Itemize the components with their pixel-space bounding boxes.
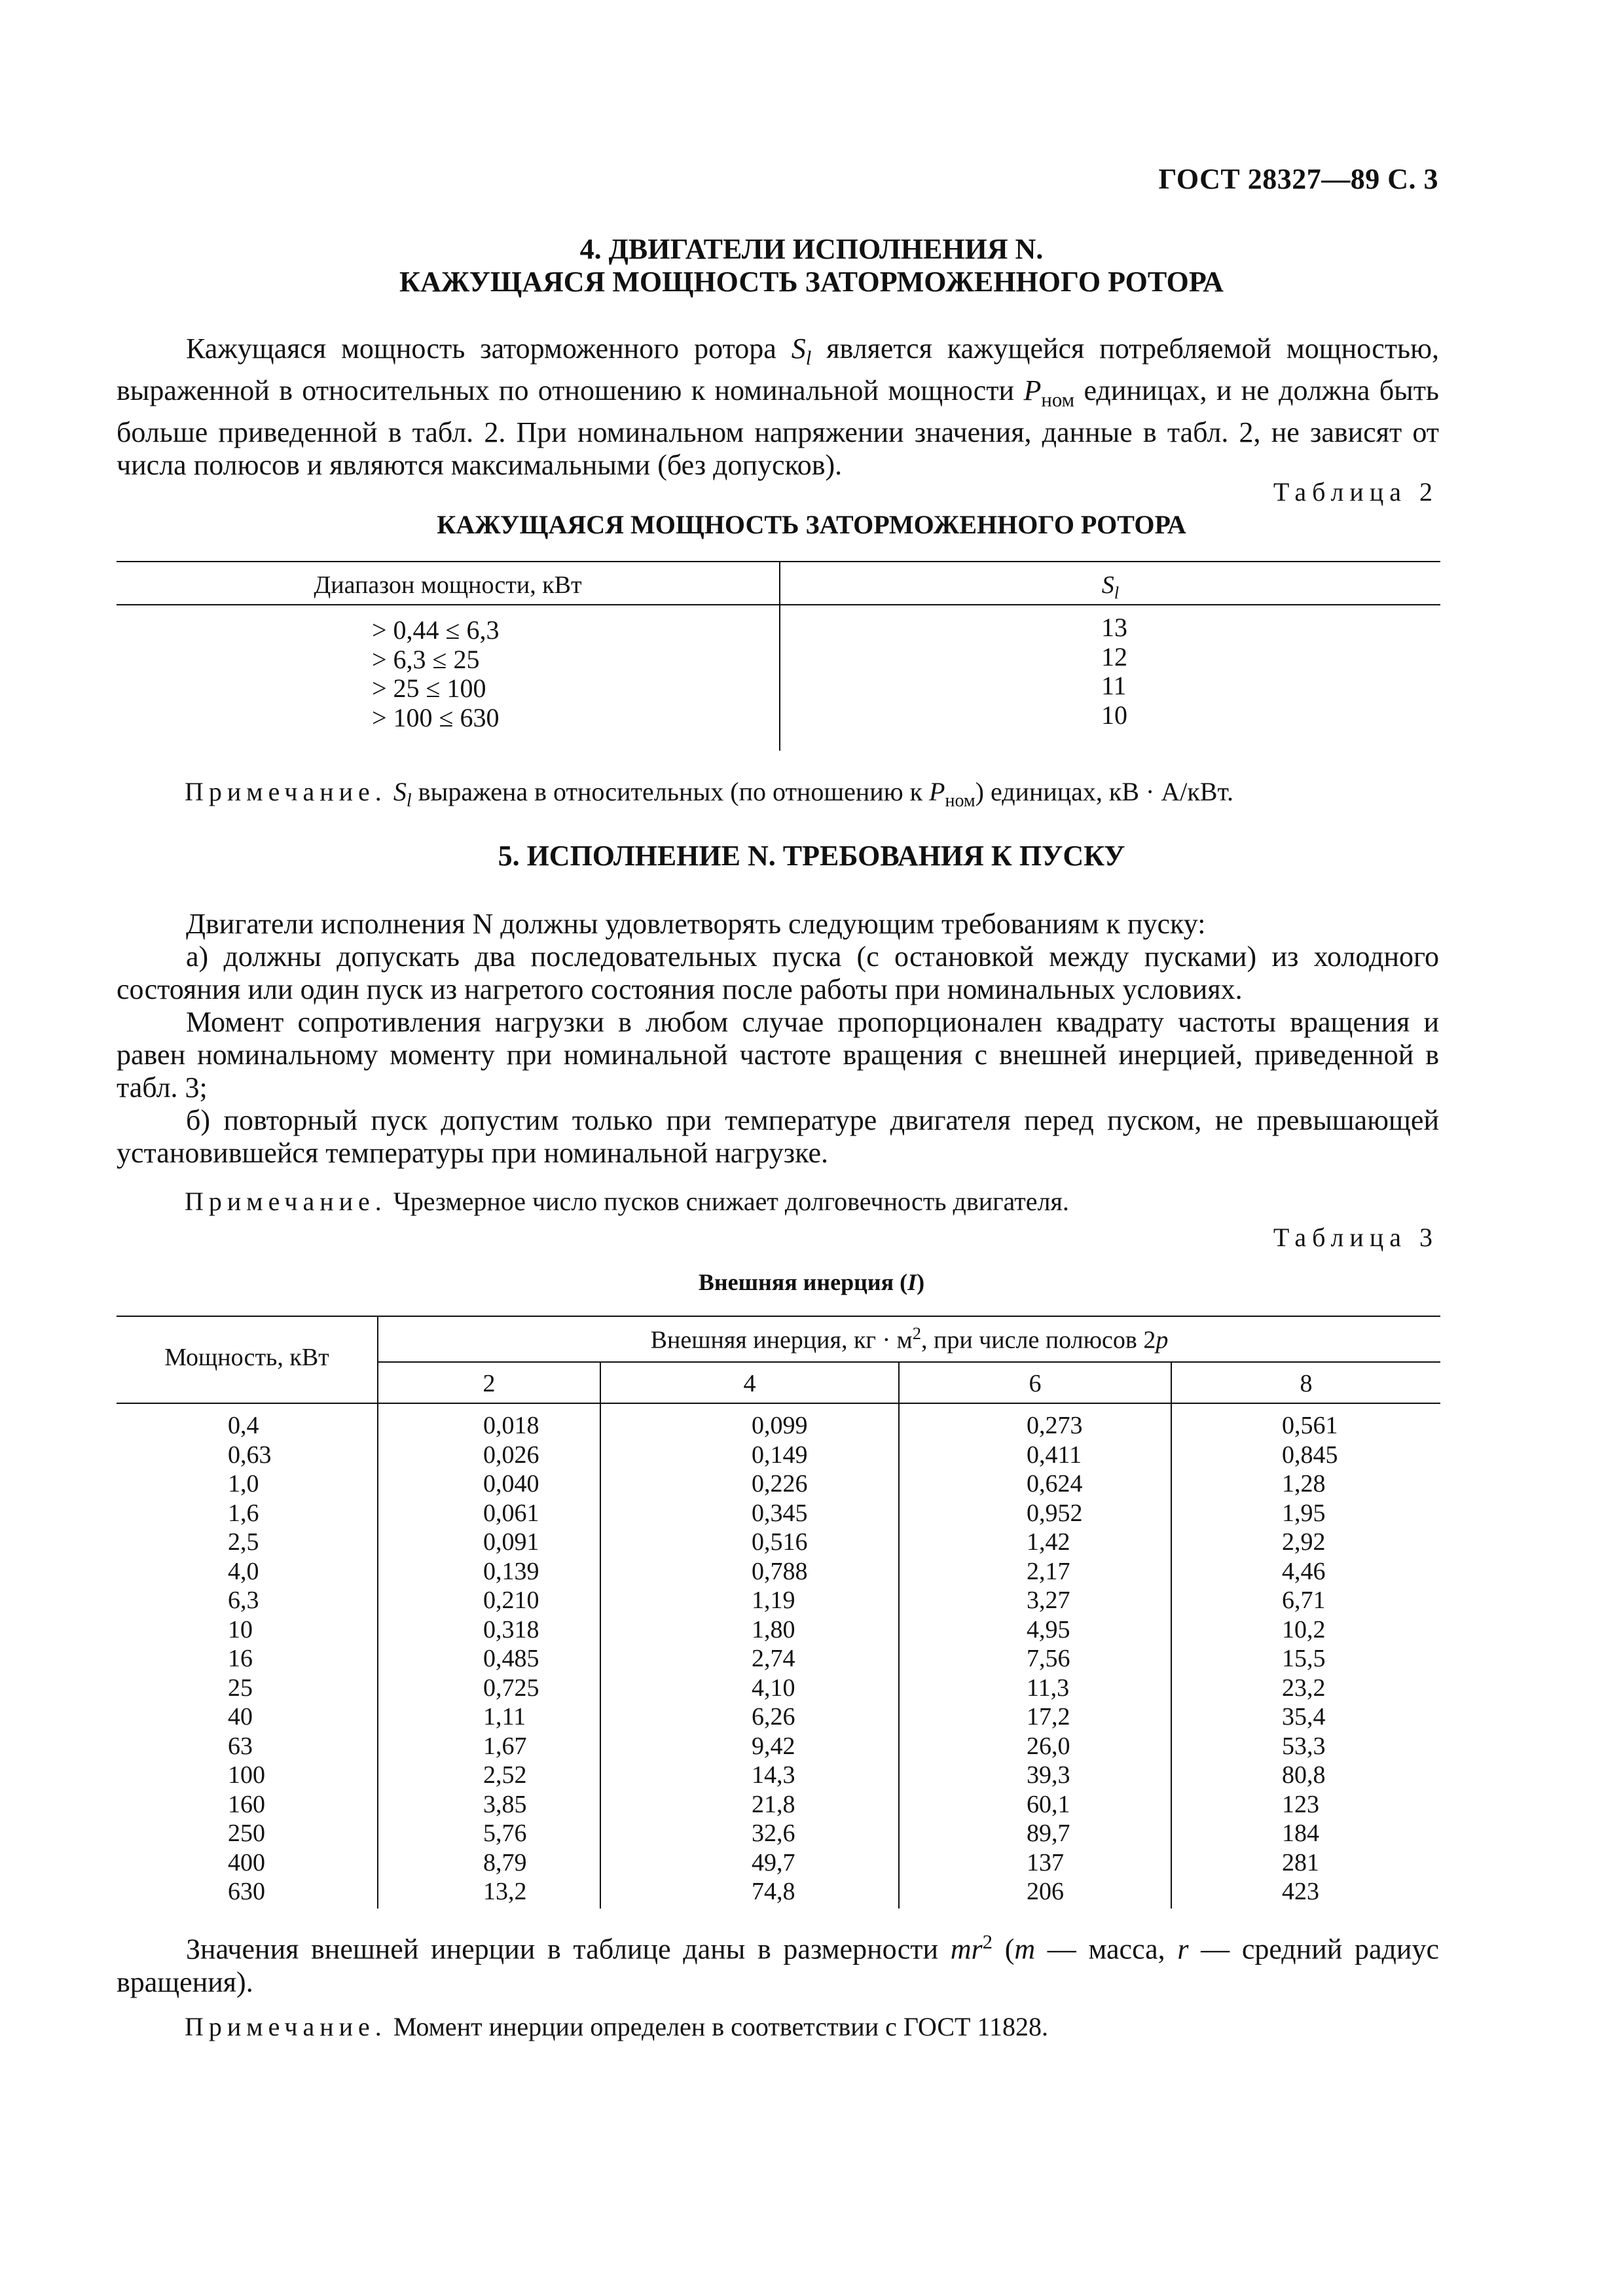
section-4-paragraph [117, 332, 1439, 482]
symbol-p: P [1023, 374, 1042, 406]
table-3-pole-6-cell: 17,2 [1027, 1703, 1070, 1731]
table-3-pole-2-cell: 0,139 [483, 1557, 539, 1585]
table-3-pole-4-cell: 0,516 [752, 1528, 808, 1556]
para-text: Кажущаяся мощность заторможенного ротора [186, 332, 792, 365]
table-3-pole-6-cell: 7,56 [1027, 1645, 1070, 1672]
table-2-value-cell: 10 [1101, 700, 1127, 730]
section-5-note [185, 1186, 1442, 1217]
section-5-title: 5. ИСПОЛНЕНИЕ N. ТРЕБОВАНИЯ К ПУСКУ [498, 840, 1125, 872]
table-3-pole-6-cell: 137 [1027, 1848, 1064, 1876]
table-3-pole-6-cell: 1,42 [1027, 1528, 1070, 1556]
table-2-value-cell: 13 [1101, 613, 1127, 642]
note-symbol-p: P [929, 777, 945, 806]
table-3-pole-2-cell: 1,11 [483, 1703, 526, 1731]
note-label: Примечание. [185, 1187, 387, 1216]
table-3-label: Таблица 3 [1273, 1223, 1438, 1252]
table-3-pole-8-cell: 1,28 [1282, 1470, 1326, 1498]
mr-sup: 2 [982, 1931, 993, 1953]
table-3-pole-8-cell: 1,95 [1282, 1499, 1326, 1527]
explanation-text: ( [993, 1933, 1015, 1965]
table-3-divider-power [377, 1316, 378, 1909]
table-3-pole-2-cell: 13,2 [483, 1878, 527, 1905]
note-text: выражена в относительных (по отношению к [411, 777, 930, 806]
note-label: Примечание. [185, 2012, 387, 2041]
table-3-pole-4-cell: 6,26 [752, 1703, 795, 1731]
note-text: Чрезмерное число пусков снижает долговечность двигателя. [386, 1187, 1069, 1216]
table-3-pole-6-cell: 0,624 [1027, 1470, 1083, 1498]
table-3-pole-8-cell: 123 [1282, 1790, 1319, 1818]
table-3-pole-8-cell: 23,2 [1282, 1674, 1326, 1702]
table-2-ranges-column [372, 614, 500, 730]
table-3-pole-4-cell: 2,74 [752, 1645, 795, 1672]
table-3-pole-6-cell: 26,0 [1027, 1732, 1070, 1760]
section-4-title-line1: 4. ДВИГАТЕЛИ ИСПОЛНЕНИЯ N. [579, 233, 1044, 265]
table-3-pole-4-cell: 0,149 [752, 1441, 808, 1469]
table-3-pole-4-cell: 0,099 [752, 1412, 808, 1439]
note-text: Момент инерции определен в соответствии с ГОСТ 11828. [386, 2012, 1049, 2041]
table-3-power-cell: 40 [228, 1703, 253, 1731]
table-3-pole-6-cell: 0,952 [1027, 1499, 1083, 1527]
table-3-pole-2-cell: 8,79 [483, 1848, 527, 1876]
table-3-pole-4-cell: 0,345 [752, 1499, 808, 1527]
table-3-divider-6 [1171, 1361, 1172, 1909]
table-3-pole-2-cell: 0,485 [483, 1645, 539, 1672]
table-3-pole-8-cell: 80,8 [1282, 1761, 1326, 1789]
table-3-power-cell: 4,0 [228, 1557, 259, 1585]
table-2-note [185, 776, 1442, 812]
table-3-divider-4 [898, 1361, 900, 1909]
section-5-para-4: б) повторный пуск допустим только при температуре двигателя перед пуском, не превышающей установившейся температуры при номинальной нагрузке. [117, 1104, 1439, 1169]
table-3-pole-6-cell: 206 [1027, 1878, 1064, 1905]
table-3-power-column [228, 1411, 272, 1907]
table-3-power-cell: 1,6 [228, 1499, 259, 1527]
table-3-pole-4-cell: 4,10 [752, 1674, 795, 1702]
table-3-power-cell: 100 [228, 1761, 265, 1789]
table-3-pole-4-cell: 1,19 [752, 1587, 795, 1614]
table-3-pole-6-cell: 0,411 [1027, 1441, 1082, 1469]
table-3-pole-4-cell: 21,8 [752, 1790, 795, 1818]
para-text: единицах, и не должна быть больше приведенной в табл. 2. При номинальном напряжении значения, данные в табл. 2, не зависят от числа полюсов и являются максимальными (без допусков). [117, 374, 1439, 481]
table-3-pole-6-cell: 39,3 [1027, 1761, 1070, 1789]
section-5-para-1: Двигатели исполнения N должны удовлетворять следующим требованиям к пуску: [186, 908, 1206, 940]
table-2-range-cell: > 6,3 ≤ 25 [372, 644, 480, 674]
table-3-pole-8-column [1282, 1411, 1338, 1907]
document-header: ГОСТ 28327—89 С. 3 [1158, 163, 1438, 195]
table-3-power-cell: 0,63 [228, 1441, 272, 1469]
table-3-pole-6-column [1027, 1411, 1083, 1907]
table-3-pole-4-cell: 0,788 [752, 1557, 808, 1585]
table-3-power-cell: 0,4 [228, 1412, 259, 1439]
mr-symbol: mr [950, 1933, 983, 1965]
note-symbol-s-sub: l [406, 791, 412, 811]
symbol-p-sub: ном [1041, 388, 1075, 411]
table-3-power-cell: 10 [228, 1615, 253, 1643]
table-3-pole-8-cell: 423 [1282, 1878, 1319, 1905]
section-5-para-3: Момент сопротивления нагрузки в любом случае пропорционален квадрату частоты вращения и равен номинальному моменту при номинальной частоте вращения с внешней инерцией, приведенной в табл. 3; [117, 1006, 1439, 1103]
table-3-pole-2-cell: 5,76 [483, 1820, 527, 1847]
table-3-power-cell: 250 [228, 1820, 265, 1847]
table-3-pole-2-cell: 0,210 [483, 1587, 539, 1614]
table-3-pole-4-column [752, 1411, 808, 1907]
table-3-pole-2-cell: 0,018 [483, 1412, 539, 1439]
explanation-text: — масса, [1035, 1933, 1178, 1965]
table-2-value-cell: 12 [1101, 641, 1127, 672]
table-3-group-rule [378, 1361, 1440, 1363]
table-3-pole-2-cell: 3,85 [483, 1790, 527, 1818]
table-2-range-cell: > 100 ≤ 630 [372, 702, 500, 732]
table-3-pole-6-cell: 4,95 [1027, 1615, 1070, 1643]
table-3-pole-2-cell: 2,52 [483, 1761, 527, 1789]
table-3-power-cell: 400 [228, 1848, 265, 1876]
table-3-power-cell: 63 [228, 1732, 253, 1760]
table-3-pole-4-cell: 1,80 [752, 1615, 795, 1643]
table-3-pole-4-cell: 49,7 [752, 1848, 795, 1876]
table-2-label: Таблица 2 [1273, 477, 1438, 507]
table-3-pole-6-cell: 3,27 [1027, 1587, 1070, 1614]
table-2-value-cell: 11 [1101, 671, 1127, 700]
table-3-pole-2-cell: 0,725 [483, 1674, 539, 1702]
table-3-pole-4-cell: 0,226 [752, 1470, 808, 1498]
header-text: Внешняя инерция, кг · м [650, 1326, 913, 1354]
table-3-header-rule [117, 1403, 1440, 1404]
table-2-col-range-header: Диапазон мощности, кВт [314, 571, 582, 599]
table-3-pole-8-cell: 6,71 [1282, 1587, 1326, 1614]
sl-symbol: S [1101, 571, 1114, 599]
note-symbol-s: S [393, 777, 407, 806]
section-4-title-line2: КАЖУЩАЯСЯ МОЩНОСТЬ ЗАТОРМОЖЕННОГО РОТОРА [399, 266, 1224, 298]
header-sup: 2 [912, 1323, 922, 1343]
table-2-top-rule [117, 561, 1440, 562]
sl-symbol-sub: l [1114, 583, 1120, 603]
table-3-title [0, 1268, 1623, 1296]
table-3-pole-4-cell: 32,6 [752, 1820, 795, 1847]
title-text: Внешняя инерция ( [698, 1269, 908, 1295]
table-3-pole-4-cell: 9,42 [752, 1732, 795, 1760]
table-3-power-cell: 630 [228, 1878, 265, 1905]
symbol-s: S [791, 332, 806, 365]
table-3-pole-8-cell: 0,561 [1282, 1412, 1338, 1439]
table-3-pole-4-cell: 74,8 [752, 1878, 795, 1905]
header-symbol: p [1156, 1326, 1169, 1354]
header-text: , при числе полюсов 2 [921, 1326, 1156, 1354]
symbol-s-sub: l [805, 346, 812, 369]
table-3-power-cell: 2,5 [228, 1528, 259, 1556]
title-symbol: I [907, 1269, 917, 1295]
table-3-pole-8-cell: 53,3 [1282, 1732, 1326, 1760]
table-3-pole-2-cell: 0,040 [483, 1470, 539, 1498]
table-2-header-rule [117, 604, 1440, 605]
explanation-text: Значения внешней инерции в таблице даны в размерности [186, 1933, 951, 1965]
note-label: Примечание. [185, 777, 387, 806]
table-3-pole-8-cell: 2,92 [1282, 1528, 1326, 1556]
table-3-pole-6-cell: 89,7 [1027, 1820, 1070, 1847]
table-3-pole-8-cell: 281 [1282, 1848, 1319, 1876]
table-3-power-cell: 1,0 [228, 1470, 259, 1498]
table-3-pole-6-header: 6 [1029, 1370, 1042, 1397]
section-5-para-2: а) должны допускать два последовательных пуска (с остановкой между пусками) из холодного состояния или один пуск из нагретого состояния после работы при номинальных условиях. [117, 941, 1439, 1005]
table-3-note [185, 2011, 1442, 2042]
table-3-pole-8-cell: 184 [1282, 1820, 1319, 1847]
table-3-pole-2-cell: 0,026 [483, 1441, 539, 1469]
m-symbol: m [1014, 1933, 1036, 1965]
table-3-pole-2-cell: 1,67 [483, 1732, 527, 1760]
table-3-top-rule [117, 1316, 1440, 1317]
table-3-pole-6-cell: 0,273 [1027, 1412, 1083, 1439]
table-3-group-header [378, 1323, 1440, 1355]
title-text: ) [917, 1269, 925, 1295]
table-3-pole-8-header: 8 [1300, 1370, 1313, 1397]
table-3-col-power-header: Мощность, кВт [164, 1344, 329, 1371]
table-3-power-cell: 6,3 [228, 1587, 259, 1614]
table-3-pole-4-header: 4 [743, 1370, 756, 1397]
table-3-pole-4-cell: 14,3 [752, 1761, 795, 1789]
table-2-values-column [1101, 613, 1127, 729]
table-2-title: КАЖУЩАЯСЯ МОЩНОСТЬ ЗАТОРМОЖЕННОГО РОТОРА [437, 510, 1186, 539]
table-3-pole-8-cell: 15,5 [1282, 1645, 1326, 1672]
note-text: ) единицах, кВ · А/кВт. [975, 777, 1233, 806]
para-text: является кажущейся потребляемой мощностью, выраженной в относительных по отношению к номинальной мощности [117, 332, 1439, 406]
table-3-pole-6-cell: 60,1 [1027, 1790, 1070, 1818]
table-3-power-cell: 160 [228, 1790, 265, 1818]
table-3-pole-6-cell: 11,3 [1027, 1674, 1070, 1702]
table-3-power-cell: 16 [228, 1645, 253, 1672]
note-symbol-p-sub: ном [945, 791, 976, 811]
explanation-text: — средний радиус вращения). [117, 1933, 1439, 1998]
table-3-explanation [117, 1926, 1439, 1999]
r-symbol: r [1177, 1933, 1189, 1965]
table-3-pole-8-cell: 35,4 [1282, 1703, 1326, 1731]
table-3-pole-6-cell: 2,17 [1027, 1557, 1070, 1585]
table-3-divider-2 [600, 1361, 601, 1909]
table-3-pole-8-cell: 4,46 [1282, 1557, 1326, 1585]
table-3-pole-8-cell: 0,845 [1282, 1441, 1338, 1469]
table-3-pole-2-header: 2 [483, 1370, 496, 1397]
table-2-col-sl-header [780, 571, 1440, 603]
table-3-pole-8-cell: 10,2 [1282, 1615, 1326, 1643]
table-3-pole-2-cell: 0,061 [483, 1499, 539, 1527]
table-3-pole-2-cell: 0,318 [483, 1615, 539, 1643]
table-2-range-cell: > 0,44 ≤ 6,3 [372, 615, 500, 645]
table-3-power-cell: 25 [228, 1674, 253, 1702]
table-3-pole-2-column [483, 1411, 539, 1907]
table-2-range-cell: > 25 ≤ 100 [372, 673, 486, 703]
table-3-pole-2-cell: 0,091 [483, 1528, 539, 1556]
